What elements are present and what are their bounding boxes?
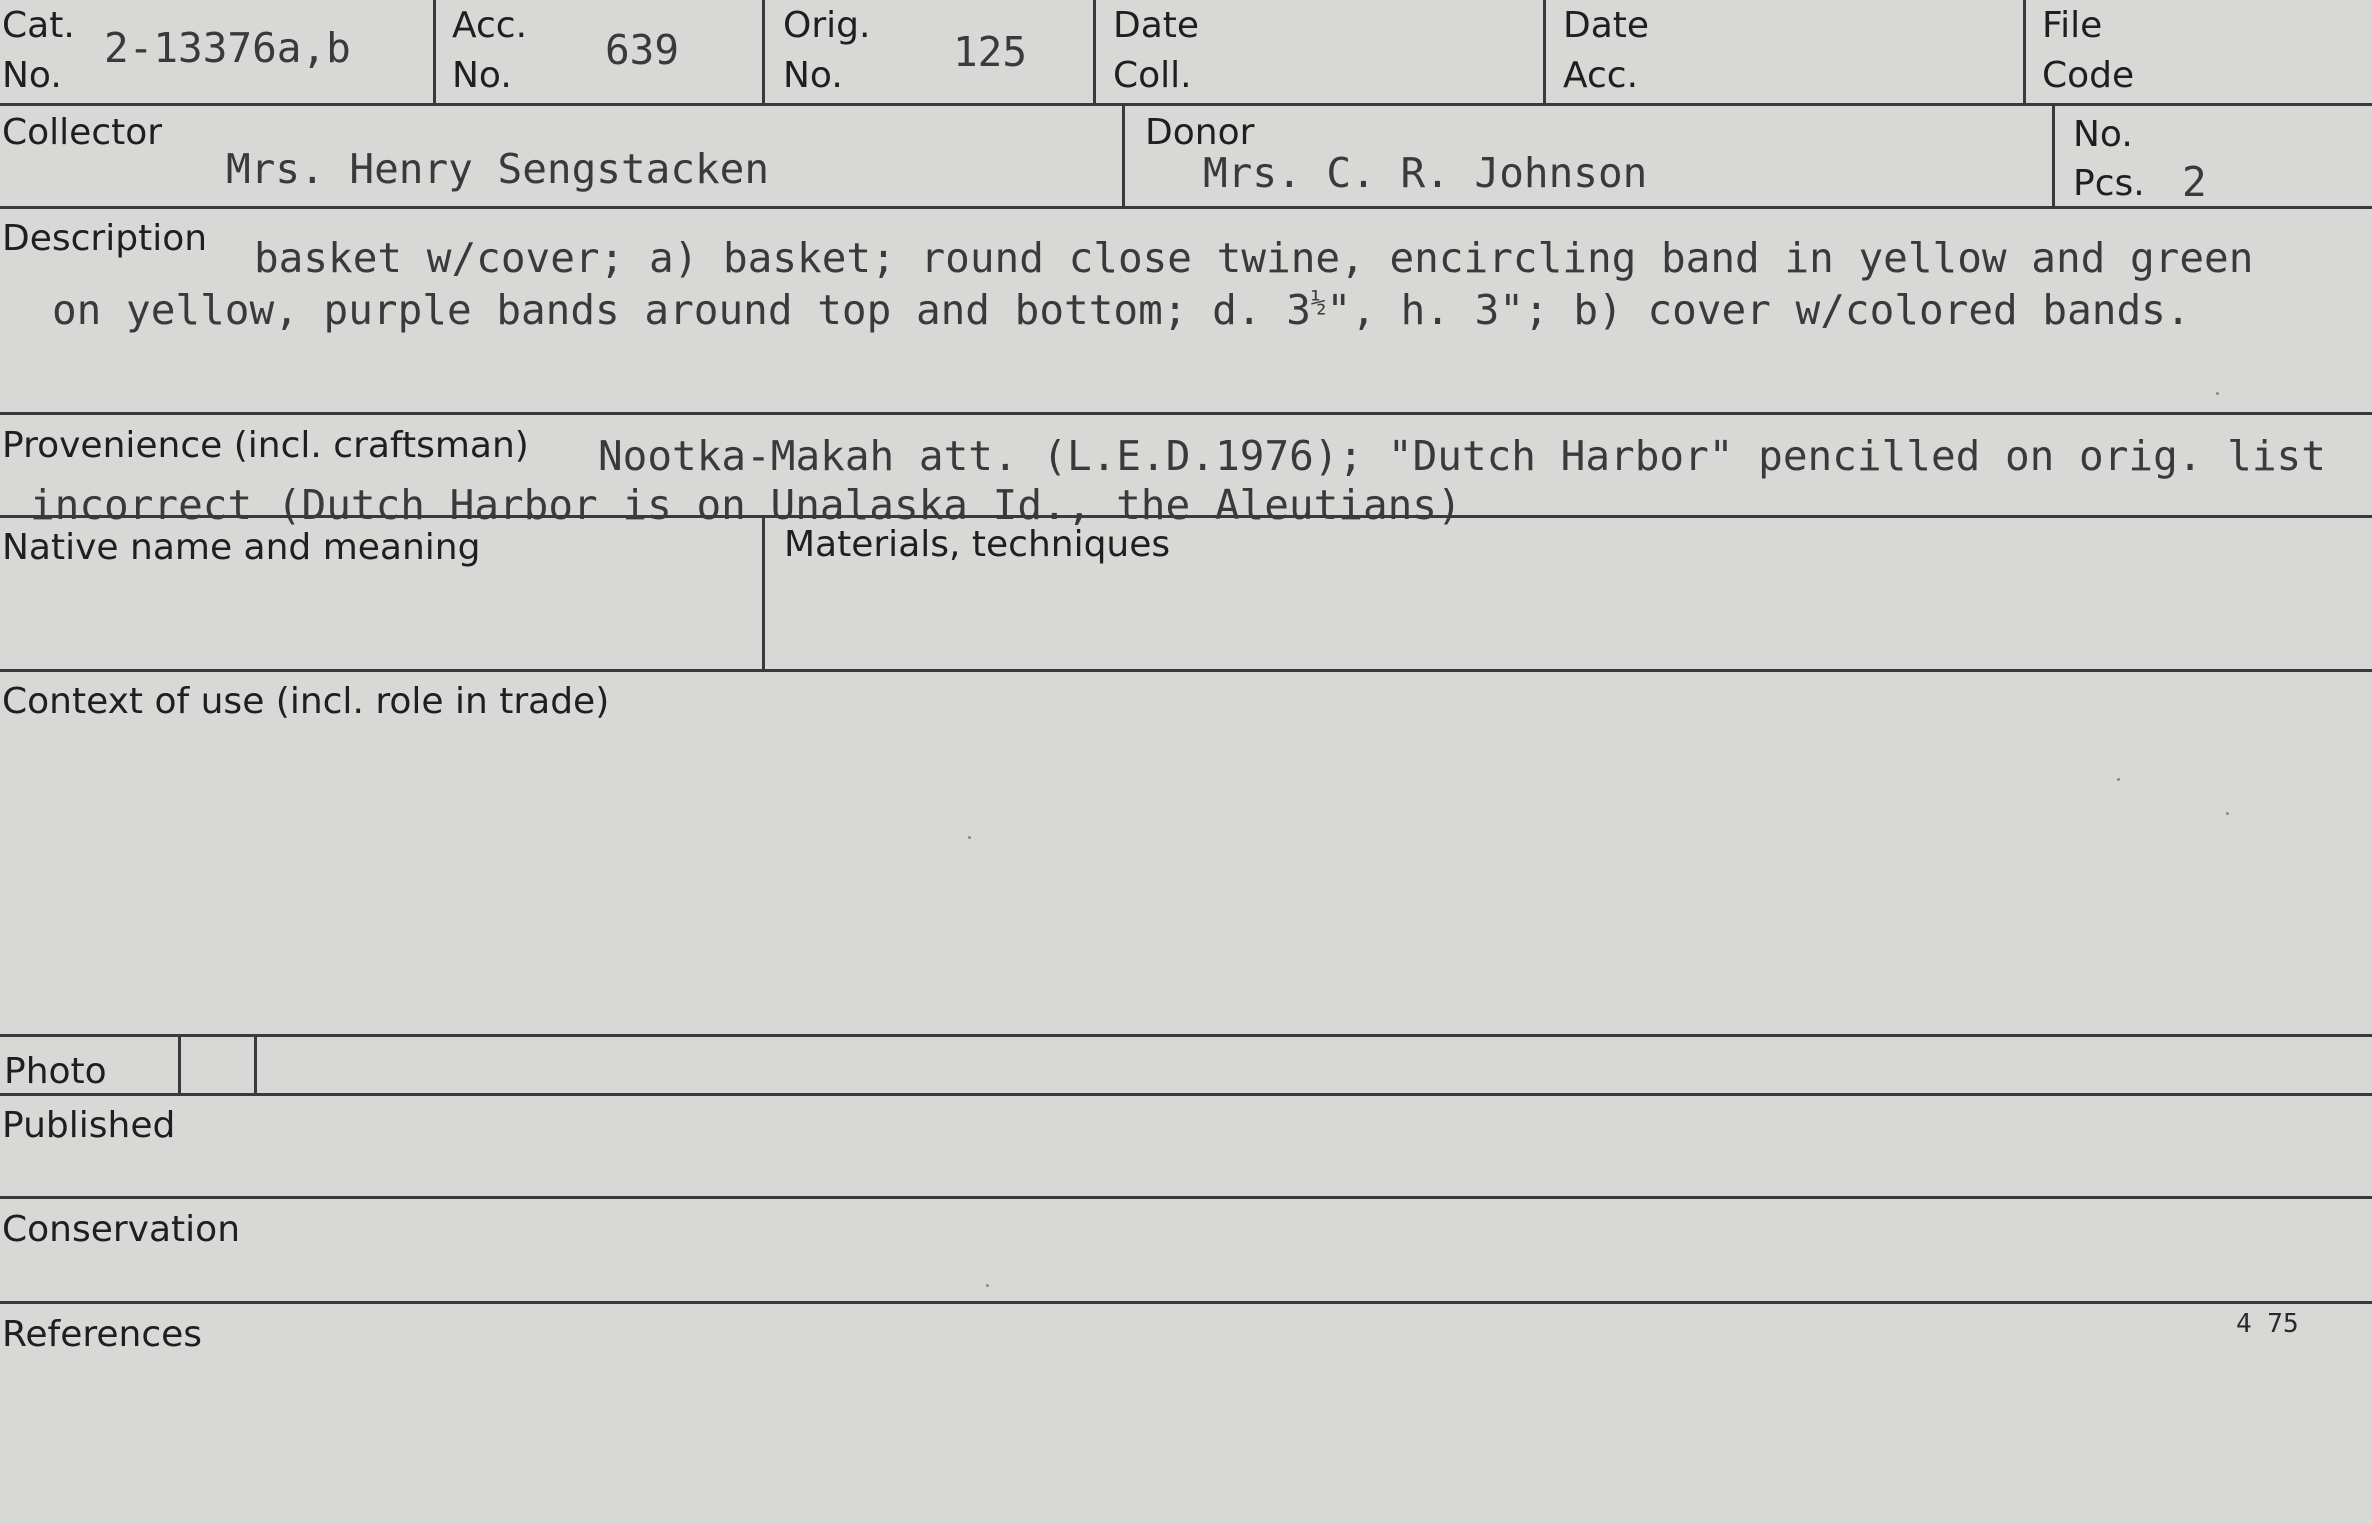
acc-no-label-bottom: No.	[452, 55, 512, 96]
rule-v-dateacc-filecode	[2023, 0, 2026, 104]
cat-no-value: 2-13376a,b	[104, 24, 351, 72]
materials-label: Materials, techniques	[784, 524, 1171, 565]
context-label: Context of use (incl. role in trade)	[2, 681, 610, 722]
description-label: Description	[2, 218, 208, 259]
rule-v-cat-acc	[433, 0, 436, 104]
file-code-label-bottom: Code	[2042, 55, 2135, 96]
rule-v-photo-box-1	[178, 1034, 181, 1094]
paper-speck	[2226, 812, 2229, 815]
donor-label: Donor	[1145, 112, 1255, 153]
paper-speck	[968, 836, 971, 839]
orig-no-value: 125	[953, 28, 1028, 76]
acc-no-value: 639	[605, 26, 680, 74]
rule-conservation-bottom	[0, 1301, 2372, 1304]
description-line-2: on yellow, purple bands around top and bottom; d. 3½", h. 3"; b) cover w/colored bands.	[52, 286, 2191, 334]
description-fraction: ½	[1310, 288, 1327, 318]
no-pcs-label-bottom: Pcs.	[2073, 163, 2145, 204]
rule-collector-bottom	[0, 206, 2372, 209]
rule-v-donor-pcs	[2052, 104, 2055, 207]
no-pcs-label-top: No.	[2073, 114, 2133, 155]
acc-no-label-top: Acc.	[452, 5, 528, 46]
rule-v-photo-box-2	[254, 1034, 257, 1094]
rule-v-native-materials	[762, 515, 765, 670]
orig-no-label-top: Orig.	[783, 5, 871, 46]
description-line-1: basket w/cover; a) basket; round close twine, encircling band in yellow and green	[254, 234, 2254, 282]
native-name-label: Native name and meaning	[2, 527, 481, 568]
form-code: 4 75	[2236, 1309, 2299, 1339]
date-coll-label-top: Date	[1113, 5, 1200, 46]
rule-context-bottom	[0, 1034, 2372, 1037]
date-acc-label-top: Date	[1563, 5, 1650, 46]
rule-v-datecoll-dateacc	[1543, 0, 1546, 104]
orig-no-label-bottom: No.	[783, 55, 843, 96]
rule-header-bottom	[0, 103, 2372, 106]
date-coll-label-bottom: Coll.	[1113, 55, 1192, 96]
paper-speck	[986, 1284, 989, 1287]
rule-native-bottom	[0, 669, 2372, 672]
provenience-line-2: incorrect (Dutch Harbor is on Unalaska Id., the Aleutians)	[30, 481, 1462, 529]
file-code-label-top: File	[2042, 5, 2103, 46]
rule-published-bottom	[0, 1196, 2372, 1199]
rule-v-orig-datecoll	[1093, 0, 1096, 104]
conservation-label: Conservation	[2, 1209, 241, 1250]
rule-description-bottom	[0, 412, 2372, 415]
no-pcs-value: 2	[2182, 158, 2207, 206]
donor-value: Mrs. C. R. Johnson	[1203, 149, 1648, 197]
cat-no-label-bottom: No.	[2, 55, 62, 96]
collector-value: Mrs. Henry Sengstacken	[226, 145, 770, 193]
paper-speck	[2117, 778, 2120, 781]
collector-label: Collector	[2, 112, 163, 153]
rule-photo-bottom	[0, 1093, 2372, 1096]
provenience-label: Provenience (incl. craftsman)	[2, 425, 529, 466]
cat-no-label-top: Cat.	[2, 5, 75, 46]
published-label: Published	[2, 1105, 176, 1146]
references-label: References	[2, 1314, 203, 1355]
rule-v-collector-donor	[1122, 104, 1125, 207]
paper-speck	[2216, 392, 2219, 395]
rule-v-acc-orig	[762, 0, 765, 104]
date-acc-label-bottom: Acc.	[1563, 55, 1639, 96]
photo-label: Photo	[4, 1051, 107, 1092]
provenience-line-1: Nootka-Makah att. (L.E.D.1976); "Dutch Harbor" pencilled on orig. list	[598, 432, 2326, 480]
